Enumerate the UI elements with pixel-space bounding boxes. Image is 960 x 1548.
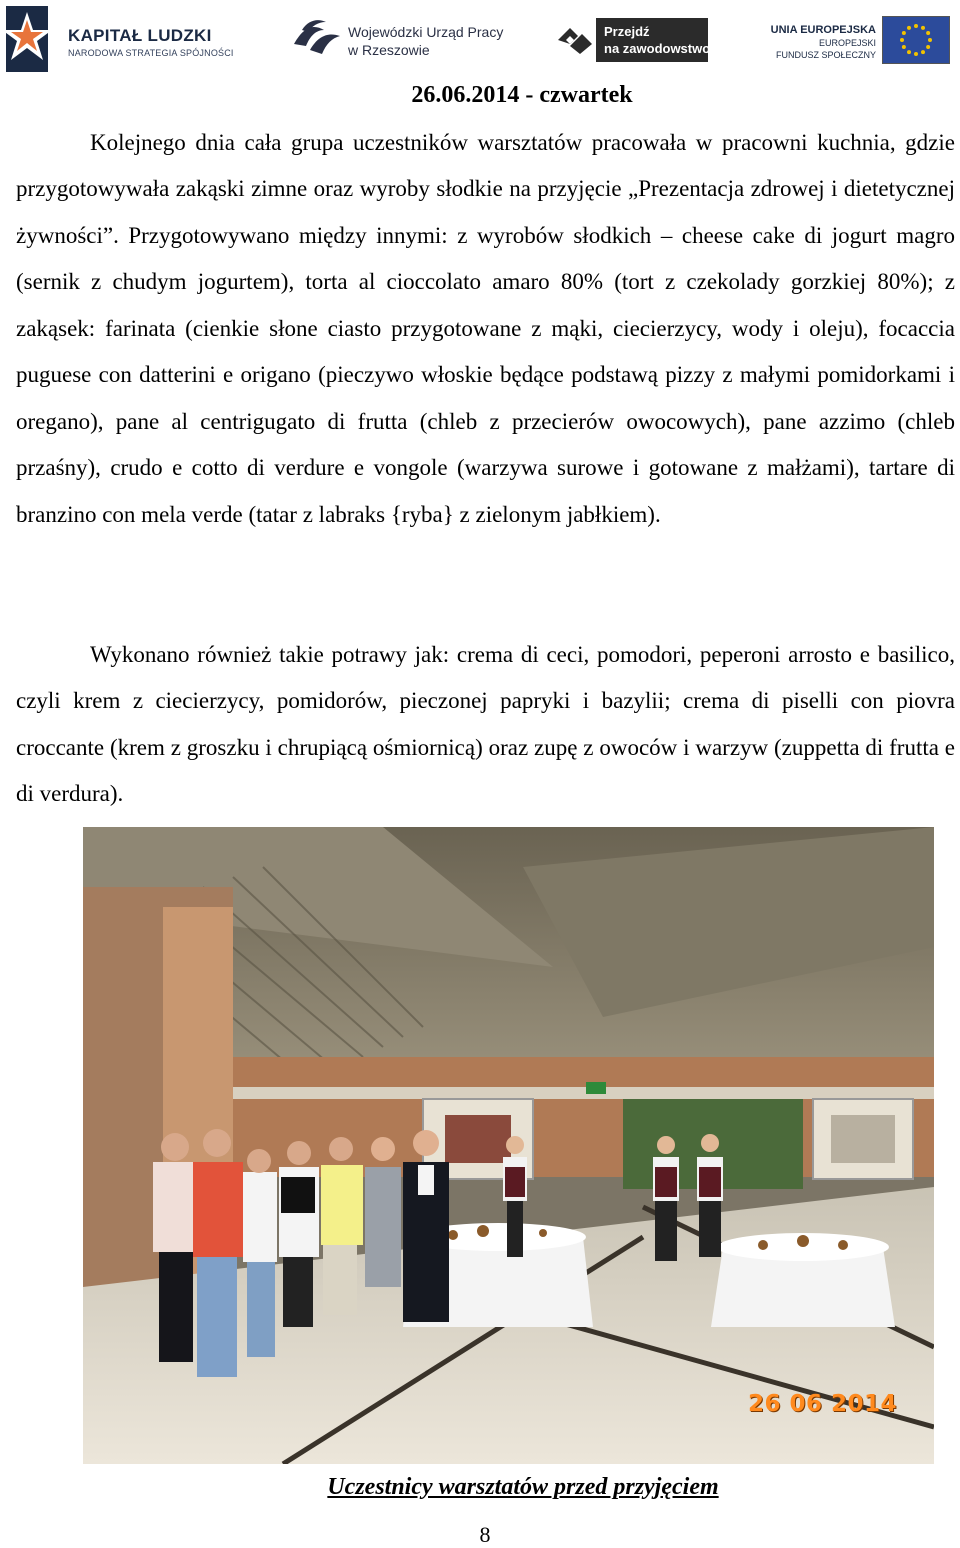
photo-scene	[83, 827, 934, 1464]
wup-rzeszow-logo	[292, 14, 512, 64]
kapital-ludzki-subtitle: NARODOWA STRATEGIA SPÓJNOŚCI	[68, 48, 234, 58]
wup-line2: w Rzeszowie	[348, 42, 430, 58]
kapital-ludzki-logo	[6, 6, 236, 72]
kapital-ludzki-title: KAPITAŁ LUDZKI	[68, 26, 212, 45]
eu-star-icon	[926, 31, 930, 35]
pnz-line2: na zawodowstwo	[604, 41, 711, 56]
przejdz-na-zawodowstwo-logo	[556, 18, 716, 64]
kapital-ludzki-star-icon	[6, 6, 62, 72]
eu-star-icon	[900, 38, 904, 42]
pnz-line1: Przejdź	[604, 24, 650, 39]
eu-line2: EUROPEJSKI	[818, 38, 876, 48]
eu-star-icon	[914, 24, 918, 28]
eu-logo	[770, 16, 956, 66]
pnz-box	[596, 18, 711, 62]
workshop-photo	[83, 827, 934, 1464]
wup-birds-icon	[292, 16, 344, 58]
wup-line1: Wojewódzki Urząd Pracy	[348, 24, 504, 40]
paragraph-1: Kolejnego dnia cała grupa uczestników warsztatów pracowała w pracowni kuchnia, gdzie przygotowywała zakąski zimne oraz wyroby słodkie na przyjęcie „Prezentacja zdrowej i dietetycznej żywności”. Przygotowywano między innymi: z wyrobów słodkich – cheese cake di jogurt magro (sernik z chudym jogurtem), torta al cioccolato amaro 80% (tort z czekolady gorzkiej 80%); z zakąsek: farinata (cienkie słone ciasto przygotowane z mąki, ciecierzycy, wody i oleju), focaccia puguese con datterini e origano (pieczywo włoskie będące podstawą pizzy z małymi pomidorkami i oregano), pane al centrigugato di frutta (chleb z przecierów owocowych), pane azzimo (chleb przaśny), crudo e cotto di verdure e vongole (warzywa surowe i gotowane z małżami), tartare di branzino con mela verde (tatar z labraks {ryba} z zielonym jabłkiem).	[16, 130, 955, 527]
paragraph-2: Wykonano również takie potrawy jak: crema di ceci, pomodori, peperoni arrosto e basilico, czyli krem z ciecierzycy, pomidorów, pieczonej papryki i bazylii; crema di piselli con piovra croccante (krem z groszku i chrupiącą ośmiornicą) oraz zupę z owoców i warzyw (zuppetta di frutta e di verdura).	[16, 642, 955, 807]
photo-date-stamp: 26 06 2014	[748, 1391, 898, 1417]
eu-star-icon	[926, 45, 930, 49]
eu-star-icon	[914, 52, 918, 56]
eu-star-icon	[921, 50, 925, 54]
eu-star-icon	[902, 31, 906, 35]
eu-star-icon	[902, 45, 906, 49]
eu-flag-icon	[882, 16, 950, 64]
eu-star-icon	[907, 50, 911, 54]
page-number: 8	[479, 1522, 491, 1547]
eu-line1: UNIA EUROPEJSKA	[770, 24, 876, 36]
eu-star-icon	[907, 26, 911, 30]
eu-star-icon	[921, 26, 925, 30]
eu-line3: FUNDUSZ SPOŁECZNY	[775, 50, 876, 60]
date-heading: 26.06.2014 - czwartek	[411, 82, 633, 108]
eu-star-icon	[928, 38, 932, 42]
pnz-mark-icon	[556, 24, 594, 56]
photo-caption: Uczestnicy warsztatów przed przyjęciem	[327, 1474, 719, 1500]
page-header	[0, 0, 960, 80]
